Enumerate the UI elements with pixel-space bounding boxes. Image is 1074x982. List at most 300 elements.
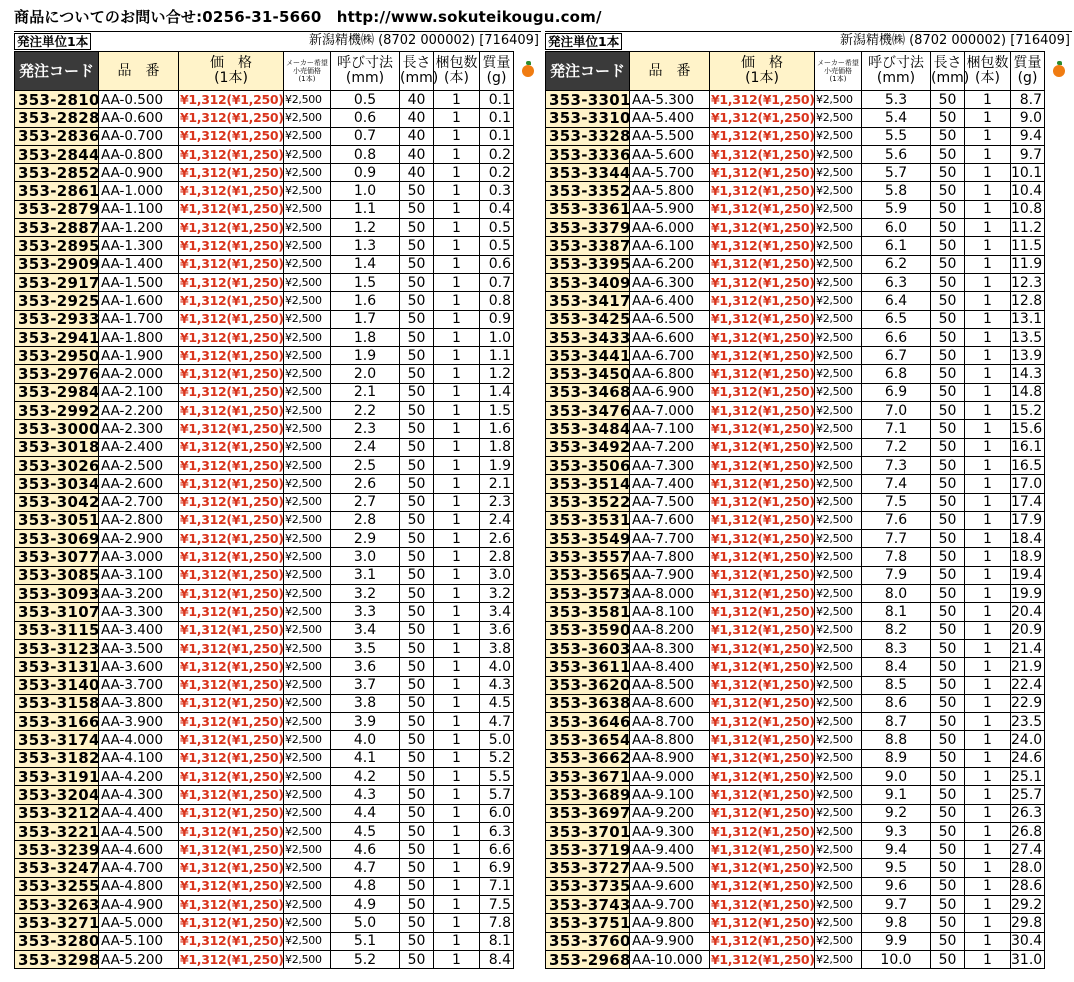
price-cell: ¥1,312(¥1,250) [710, 694, 815, 712]
pack-cell: 1 [434, 822, 480, 840]
weight-cell: 19.4 [1011, 566, 1045, 584]
pack-cell: 1 [965, 585, 1011, 603]
blank-cell [1045, 328, 1073, 346]
length-cell: 50 [931, 877, 965, 895]
pack-cell: 1 [434, 786, 480, 804]
table-row [546, 219, 1073, 237]
header-list-line2: 小売価格 [824, 67, 852, 75]
table-row [15, 932, 542, 950]
size-cell: 2.0 [331, 365, 400, 383]
weight-cell: 28.0 [1011, 859, 1045, 877]
code-cell: 353-3492 [546, 438, 630, 456]
header-weight-line1: 質量 [1013, 55, 1042, 71]
code-cell: 353-3603 [546, 639, 630, 657]
table-row [546, 109, 1073, 127]
weight-cell: 14.8 [1011, 383, 1045, 401]
size-cell: 4.7 [331, 859, 400, 877]
table-row [15, 182, 542, 200]
code-cell: 353-3085 [15, 566, 99, 584]
length-cell: 50 [400, 511, 434, 529]
weight-cell: 22.4 [1011, 676, 1045, 694]
weight-cell: 5.5 [480, 767, 514, 785]
pack-cell: 1 [434, 237, 480, 255]
table-row [546, 932, 1073, 950]
weight-cell: 15.6 [1011, 420, 1045, 438]
pack-cell: 1 [965, 237, 1011, 255]
header-weight-line1: 質量 [482, 55, 511, 71]
list-price-cell: ¥2,500 [815, 365, 862, 383]
orange-icon [1053, 65, 1065, 77]
header-icon-cell [1045, 52, 1073, 91]
hinban-cell: AA-4.300 [99, 786, 179, 804]
price-cell: ¥1,312(¥1,250) [710, 530, 815, 548]
pack-cell: 1 [965, 402, 1011, 420]
table-row [546, 694, 1073, 712]
pack-cell: 1 [434, 658, 480, 676]
size-cell: 8.5 [862, 676, 931, 694]
hinban-cell: AA-9.700 [630, 896, 710, 914]
length-cell: 50 [931, 383, 965, 401]
hinban-cell: AA-6.800 [630, 365, 710, 383]
code-cell: 353-3590 [546, 621, 630, 639]
code-cell: 353-3662 [546, 749, 630, 767]
header-length-line2: (mm) [400, 70, 439, 86]
table-row [546, 841, 1073, 859]
hinban-cell: AA-5.200 [99, 950, 179, 968]
list-price-cell: ¥2,500 [815, 896, 862, 914]
hinban-cell: AA-4.500 [99, 822, 179, 840]
hinban-cell: AA-0.700 [99, 127, 179, 145]
length-cell: 50 [931, 438, 965, 456]
blank-cell [514, 182, 542, 200]
table-row [15, 255, 542, 273]
weight-cell: 4.7 [480, 713, 514, 731]
blank-cell [514, 676, 542, 694]
blank-cell [1045, 475, 1073, 493]
weight-cell: 24.0 [1011, 731, 1045, 749]
blank-cell [514, 530, 542, 548]
price-cell: ¥1,312(¥1,250) [710, 749, 815, 767]
length-cell: 40 [400, 127, 434, 145]
pack-cell: 1 [434, 91, 480, 109]
hinban-cell: AA-4.800 [99, 877, 179, 895]
hinban-cell: AA-0.600 [99, 109, 179, 127]
table-row [546, 548, 1073, 566]
weight-cell: 10.8 [1011, 200, 1045, 218]
blank-cell [1045, 603, 1073, 621]
list-price-cell: ¥2,500 [284, 603, 331, 621]
blank-cell [1045, 621, 1073, 639]
code-cell: 353-3671 [546, 767, 630, 785]
size-cell: 1.9 [331, 347, 400, 365]
size-cell: 2.6 [331, 475, 400, 493]
weight-cell: 1.1 [480, 347, 514, 365]
size-cell: 3.5 [331, 639, 400, 657]
price-cell: ¥1,312(¥1,250) [710, 347, 815, 365]
hinban-cell: AA-9.200 [630, 804, 710, 822]
code-cell: 353-3468 [546, 383, 630, 401]
blank-cell [1045, 292, 1073, 310]
pack-cell: 1 [434, 145, 480, 163]
pack-cell: 1 [434, 127, 480, 145]
length-cell: 50 [400, 731, 434, 749]
list-price-cell: ¥2,500 [815, 328, 862, 346]
price-cell: ¥1,312(¥1,250) [710, 164, 815, 182]
table-row [15, 383, 542, 401]
list-price-cell: ¥2,500 [815, 731, 862, 749]
weight-cell: 7.8 [480, 914, 514, 932]
length-cell: 50 [931, 804, 965, 822]
code-cell: 353-3425 [546, 310, 630, 328]
blank-cell [514, 914, 542, 932]
size-cell: 6.2 [862, 255, 931, 273]
length-cell: 50 [931, 164, 965, 182]
table-row [546, 127, 1073, 145]
code-cell: 353-3441 [546, 347, 630, 365]
weight-cell: 13.9 [1011, 347, 1045, 365]
hinban-cell: AA-3.600 [99, 658, 179, 676]
weight-cell: 0.5 [480, 237, 514, 255]
hinban-cell: AA-8.700 [630, 713, 710, 731]
pack-cell: 1 [434, 639, 480, 657]
hinban-cell: AA-8.500 [630, 676, 710, 694]
price-cell: ¥1,312(¥1,250) [710, 658, 815, 676]
hinban-cell: AA-9.400 [630, 841, 710, 859]
header-pack-line2: (本) [444, 70, 469, 86]
weight-cell: 6.6 [480, 841, 514, 859]
blank-cell [514, 713, 542, 731]
length-cell: 50 [400, 365, 434, 383]
list-price-cell: ¥2,500 [815, 237, 862, 255]
pack-cell: 1 [434, 438, 480, 456]
blank-cell [514, 310, 542, 328]
list-price-cell: ¥2,500 [815, 91, 862, 109]
list-price-cell: ¥2,500 [815, 200, 862, 218]
blank-cell [1045, 822, 1073, 840]
hinban-cell: AA-7.600 [630, 511, 710, 529]
hinban-cell: AA-9.900 [630, 932, 710, 950]
blank-cell [1045, 310, 1073, 328]
weight-cell: 0.2 [480, 145, 514, 163]
code-cell: 353-3395 [546, 255, 630, 273]
length-cell: 50 [931, 859, 965, 877]
weight-cell: 29.2 [1011, 896, 1045, 914]
list-price-cell: ¥2,500 [815, 676, 862, 694]
length-cell: 50 [931, 786, 965, 804]
code-cell: 353-3701 [546, 822, 630, 840]
pack-cell: 1 [965, 164, 1011, 182]
pack-cell: 1 [434, 530, 480, 548]
list-price-cell: ¥2,500 [815, 822, 862, 840]
pack-cell: 1 [434, 310, 480, 328]
length-cell: 50 [931, 585, 965, 603]
weight-cell: 24.6 [1011, 749, 1045, 767]
list-price-cell: ¥2,500 [815, 493, 862, 511]
size-cell: 2.1 [331, 383, 400, 401]
table-row [546, 676, 1073, 694]
pack-cell: 1 [965, 841, 1011, 859]
price-cell: ¥1,312(¥1,250) [710, 713, 815, 731]
size-cell: 4.0 [331, 731, 400, 749]
blank-cell [1045, 786, 1073, 804]
size-cell: 1.5 [331, 273, 400, 291]
hinban-cell: AA-4.900 [99, 896, 179, 914]
pack-cell: 1 [965, 273, 1011, 291]
code-cell: 353-3310 [546, 109, 630, 127]
table-row [546, 475, 1073, 493]
blank-cell [514, 786, 542, 804]
blank-cell [514, 145, 542, 163]
list-price-cell: ¥2,500 [815, 530, 862, 548]
header-price-line2: (1本) [745, 70, 779, 86]
list-price-cell: ¥2,500 [284, 841, 331, 859]
blank-cell [514, 237, 542, 255]
price-cell: ¥1,312(¥1,250) [179, 164, 284, 182]
size-cell: 8.6 [862, 694, 931, 712]
hinban-cell: AA-2.300 [99, 420, 179, 438]
length-cell: 50 [400, 219, 434, 237]
size-cell: 8.2 [862, 621, 931, 639]
blank-cell [514, 841, 542, 859]
size-cell: 7.3 [862, 456, 931, 474]
length-cell: 50 [931, 237, 965, 255]
pack-cell: 1 [965, 548, 1011, 566]
list-price-cell: ¥2,500 [815, 145, 862, 163]
price-cell: ¥1,312(¥1,250) [179, 603, 284, 621]
price-cell: ¥1,312(¥1,250) [179, 402, 284, 420]
price-cell: ¥1,312(¥1,250) [710, 841, 815, 859]
table-row [15, 237, 542, 255]
code-cell: 353-3727 [546, 859, 630, 877]
weight-cell: 0.5 [480, 219, 514, 237]
code-cell: 353-2836 [15, 127, 99, 145]
list-price-cell: ¥2,500 [815, 438, 862, 456]
code-cell: 353-2925 [15, 292, 99, 310]
length-cell: 50 [400, 548, 434, 566]
size-cell: 6.5 [862, 310, 931, 328]
hinban-cell: AA-8.600 [630, 694, 710, 712]
pack-cell: 1 [434, 328, 480, 346]
list-price-cell: ¥2,500 [815, 859, 862, 877]
length-cell: 50 [400, 786, 434, 804]
weight-cell: 4.3 [480, 676, 514, 694]
hinban-cell: AA-0.900 [99, 164, 179, 182]
hinban-cell: AA-7.900 [630, 566, 710, 584]
list-price-cell: ¥2,500 [284, 219, 331, 237]
code-cell: 353-3484 [546, 420, 630, 438]
table-row [15, 896, 542, 914]
hinban-cell: AA-2.100 [99, 383, 179, 401]
header-icon-cell [514, 52, 542, 91]
hinban-cell: AA-5.900 [630, 200, 710, 218]
size-cell: 6.6 [862, 328, 931, 346]
price-cell: ¥1,312(¥1,250) [179, 420, 284, 438]
price-cell: ¥1,312(¥1,250) [710, 603, 815, 621]
length-cell: 50 [931, 731, 965, 749]
hinban-cell: AA-5.700 [630, 164, 710, 182]
list-price-cell: ¥2,500 [284, 365, 331, 383]
hinban-cell: AA-9.600 [630, 877, 710, 895]
hinban-cell: AA-5.000 [99, 914, 179, 932]
price-cell: ¥1,312(¥1,250) [710, 585, 815, 603]
size-cell: 1.7 [331, 310, 400, 328]
weight-cell: 8.1 [480, 932, 514, 950]
weight-cell: 7.5 [480, 896, 514, 914]
length-cell: 50 [400, 566, 434, 584]
table-row [15, 548, 542, 566]
list-price-cell: ¥2,500 [284, 950, 331, 968]
size-cell: 9.9 [862, 932, 931, 950]
table-row [546, 292, 1073, 310]
blank-cell [514, 365, 542, 383]
pack-cell: 1 [965, 127, 1011, 145]
blank-cell [1045, 548, 1073, 566]
pack-cell: 1 [434, 164, 480, 182]
blank-cell [514, 749, 542, 767]
length-cell: 50 [400, 530, 434, 548]
length-cell: 50 [931, 658, 965, 676]
blank-cell [1045, 182, 1073, 200]
price-cell: ¥1,312(¥1,250) [710, 328, 815, 346]
list-price-cell: ¥2,500 [815, 658, 862, 676]
header-pack-line2: (本) [975, 70, 1000, 86]
blank-cell [1045, 493, 1073, 511]
length-cell: 50 [400, 749, 434, 767]
size-cell: 8.4 [862, 658, 931, 676]
code-cell: 353-3212 [15, 804, 99, 822]
price-cell: ¥1,312(¥1,250) [179, 621, 284, 639]
pack-cell: 1 [434, 273, 480, 291]
size-cell: 2.4 [331, 438, 400, 456]
blank-cell [514, 694, 542, 712]
list-price-cell: ¥2,500 [815, 603, 862, 621]
length-cell: 50 [931, 91, 965, 109]
pack-cell: 1 [434, 676, 480, 694]
size-cell: 5.0 [331, 914, 400, 932]
code-cell: 353-3743 [546, 896, 630, 914]
code-cell: 353-2992 [15, 402, 99, 420]
code-cell: 353-3336 [546, 145, 630, 163]
price-cell: ¥1,312(¥1,250) [179, 731, 284, 749]
weight-cell: 4.0 [480, 658, 514, 676]
size-cell: 9.4 [862, 841, 931, 859]
code-cell: 353-3476 [546, 402, 630, 420]
price-cell: ¥1,312(¥1,250) [179, 932, 284, 950]
header-length-line2: (mm) [931, 70, 970, 86]
size-cell: 3.0 [331, 548, 400, 566]
price-cell: ¥1,312(¥1,250) [710, 292, 815, 310]
order-unit-badge: 発注単位1本 [545, 33, 622, 50]
code-cell: 353-2917 [15, 273, 99, 291]
blank-cell [514, 621, 542, 639]
hinban-cell: AA-7.700 [630, 530, 710, 548]
list-price-cell: ¥2,500 [815, 456, 862, 474]
blank-cell [1045, 109, 1073, 127]
code-cell: 353-2941 [15, 328, 99, 346]
price-cell: ¥1,312(¥1,250) [179, 676, 284, 694]
blank-cell [1045, 273, 1073, 291]
price-cell: ¥1,312(¥1,250) [710, 621, 815, 639]
table-row [546, 713, 1073, 731]
hinban-cell: AA-2.900 [99, 530, 179, 548]
blank-cell [514, 438, 542, 456]
hinban-cell: AA-3.400 [99, 621, 179, 639]
orange-icon [522, 65, 534, 77]
header-price [710, 52, 815, 91]
list-price-cell: ¥2,500 [284, 731, 331, 749]
code-cell: 353-3107 [15, 603, 99, 621]
length-cell: 50 [931, 420, 965, 438]
hinban-cell: AA-10.000 [630, 950, 710, 968]
table-row [15, 328, 542, 346]
price-cell: ¥1,312(¥1,250) [179, 365, 284, 383]
header-size-line1: 呼び寸法 [337, 55, 393, 71]
list-price-cell: ¥2,500 [284, 438, 331, 456]
size-cell: 1.4 [331, 255, 400, 273]
header-length [931, 52, 970, 91]
code-cell: 353-3409 [546, 273, 630, 291]
hinban-cell: AA-6.500 [630, 310, 710, 328]
weight-cell: 5.0 [480, 731, 514, 749]
table-row [546, 182, 1073, 200]
length-cell: 50 [400, 621, 434, 639]
size-cell: 9.2 [862, 804, 931, 822]
list-price-cell: ¥2,500 [284, 164, 331, 182]
list-price-cell: ¥2,500 [284, 585, 331, 603]
length-cell: 50 [400, 585, 434, 603]
size-cell: 4.4 [331, 804, 400, 822]
list-price-cell: ¥2,500 [815, 475, 862, 493]
pack-cell: 1 [965, 639, 1011, 657]
hinban-cell: AA-9.000 [630, 767, 710, 785]
table-row [546, 347, 1073, 365]
weight-cell: 17.9 [1011, 511, 1045, 529]
price-cell: ¥1,312(¥1,250) [179, 328, 284, 346]
header-pack [434, 52, 480, 91]
code-cell: 353-3697 [546, 804, 630, 822]
length-cell: 50 [931, 548, 965, 566]
length-cell: 50 [931, 914, 965, 932]
blank-cell [514, 658, 542, 676]
header-size-line1: 呼び寸法 [868, 55, 924, 71]
size-cell: 7.0 [862, 402, 931, 420]
code-cell: 353-3689 [546, 786, 630, 804]
pack-cell: 1 [434, 767, 480, 785]
table-row [15, 877, 542, 895]
length-cell: 50 [931, 310, 965, 328]
blank-cell [514, 603, 542, 621]
hinban-cell: AA-8.200 [630, 621, 710, 639]
pack-cell: 1 [434, 713, 480, 731]
weight-cell: 16.5 [1011, 456, 1045, 474]
pack-cell: 1 [965, 365, 1011, 383]
size-cell: 1.1 [331, 200, 400, 218]
table-row [15, 493, 542, 511]
blank-cell [514, 200, 542, 218]
length-cell: 50 [400, 914, 434, 932]
blank-cell [1045, 804, 1073, 822]
weight-cell: 17.4 [1011, 493, 1045, 511]
blank-cell [1045, 438, 1073, 456]
pack-cell: 1 [965, 804, 1011, 822]
pack-cell: 1 [965, 658, 1011, 676]
pack-cell: 1 [434, 603, 480, 621]
length-cell: 50 [400, 950, 434, 968]
weight-cell: 9.7 [1011, 145, 1045, 163]
pack-cell: 1 [434, 402, 480, 420]
size-cell: 3.1 [331, 566, 400, 584]
list-price-cell: ¥2,500 [815, 292, 862, 310]
